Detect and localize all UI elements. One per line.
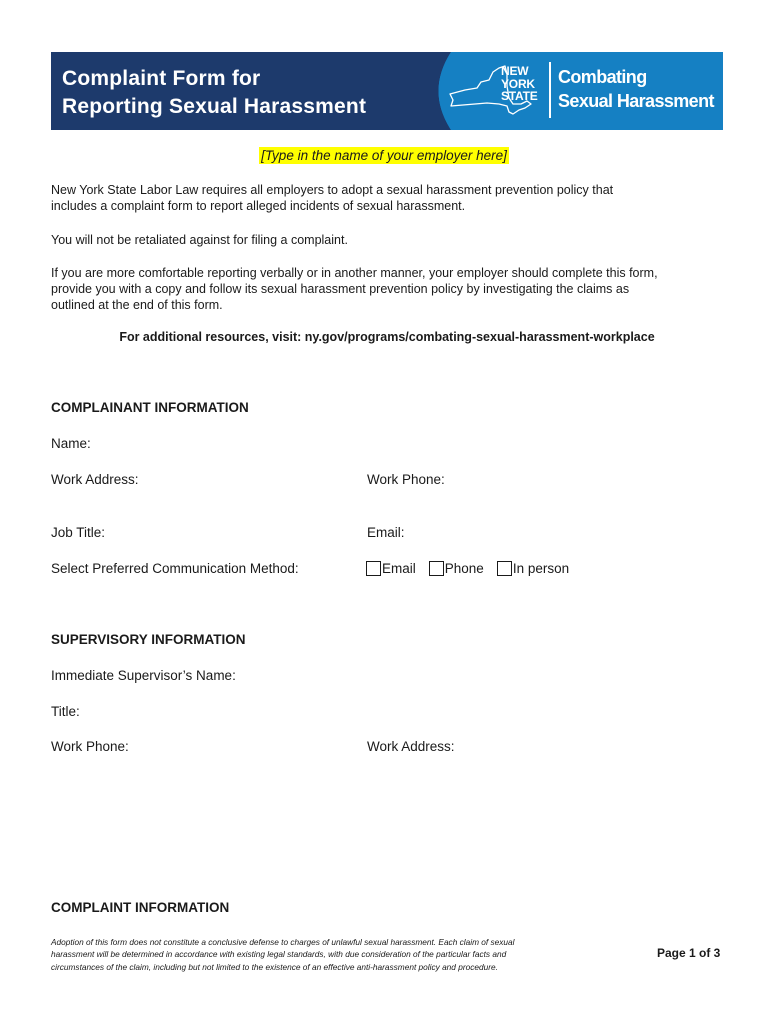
resources-link[interactable]: For additional resources, visit: ny.gov/programs/combating-sexual-harassment-workplace [119,330,655,344]
logo-line-york: YORK [501,76,535,91]
employer-name-field[interactable]: [Type in the name of your employer here] [261,148,507,163]
intro-paragraph-3 [51,265,731,313]
phone-option-label: Phone [444,561,484,576]
email-field[interactable]: Email: [367,525,405,540]
logo-line-new: NEW [501,64,529,78]
supervisory-heading: SUPERVISORY INFORMATION [51,632,246,647]
supervisor-title-field[interactable]: Title: [51,704,80,719]
intro-p3-line3: outlined at the end of this form. [51,298,223,312]
intro-p1-line1: New York State Labor Law requires all employers to adopt a sexual harassment prevention policy that [51,183,614,197]
comm-option-in-person[interactable] [497,561,569,576]
header-banner [51,52,723,130]
disclaimer-line2: harassment will be determined in accordance with existing legal standards, with due consideration of the particular facts and [51,949,507,960]
email-option-label: Email [382,561,416,576]
complaint-heading: COMPLAINT INFORMATION [51,900,230,915]
form-title [62,65,366,121]
communication-method-label: Select Preferred Communication Method: [51,561,299,576]
employer-name-row [0,147,768,165]
in-person-checkbox[interactable] [497,561,512,576]
work-address-field[interactable]: Work Address: [51,472,139,487]
disclaimer-line3: circumstances of the claim, including but not limited to the existence of an effective anti-harassment policy and procedure. [51,961,498,972]
complainant-heading: COMPLAINANT INFORMATION [51,400,249,415]
form-title-line1: Complaint Form for [62,67,261,90]
name-field[interactable]: Name: [51,436,91,451]
campaign-title [558,65,714,113]
page-number: Page 1 of 3 [657,946,721,960]
supervisor-work-address-field[interactable]: Work Address: [367,739,455,754]
logo-line-state: STATE [501,89,538,103]
phone-checkbox[interactable] [429,561,444,576]
job-title-field[interactable]: Job Title: [51,525,106,540]
supervisor-work-phone-field[interactable]: Work Phone: [51,739,129,754]
logo-divider [549,62,551,118]
campaign-line2: Sexual Harassment [558,91,714,111]
in-person-option-label: In person [512,561,570,576]
supervisor-name-field[interactable]: Immediate Supervisor’s Name: [51,668,236,683]
comm-option-phone[interactable] [429,561,484,576]
legal-disclaimer [51,936,621,973]
comm-option-email[interactable] [366,561,416,576]
intro-p3-line1: If you are more comfortable reporting verbally or in another manner, your employer should complete this form, [51,266,658,280]
intro-p3-line2: provide you with a copy and follow its sexual harassment prevention policy by investigating the claims as [51,282,630,296]
email-checkbox[interactable] [366,561,381,576]
intro-paragraph-2: You will not be retaliated against for filing a complaint. [51,233,348,247]
intro-paragraph-1 [51,182,731,214]
campaign-line1: Combating [558,67,647,87]
intro-p1-line2: includes a complaint form to report alleged incidents of sexual harassment. [51,199,466,213]
work-phone-field[interactable]: Work Phone: [367,472,445,487]
communication-method-options [366,561,582,576]
form-title-line2: Reporting Sexual Harassment [62,95,367,118]
disclaimer-line1: Adoption of this form does not constitute a conclusive defense to charges of unlawful sexual harassment. Each claim of sexual [51,937,515,947]
ny-state-logo-text [501,65,538,103]
